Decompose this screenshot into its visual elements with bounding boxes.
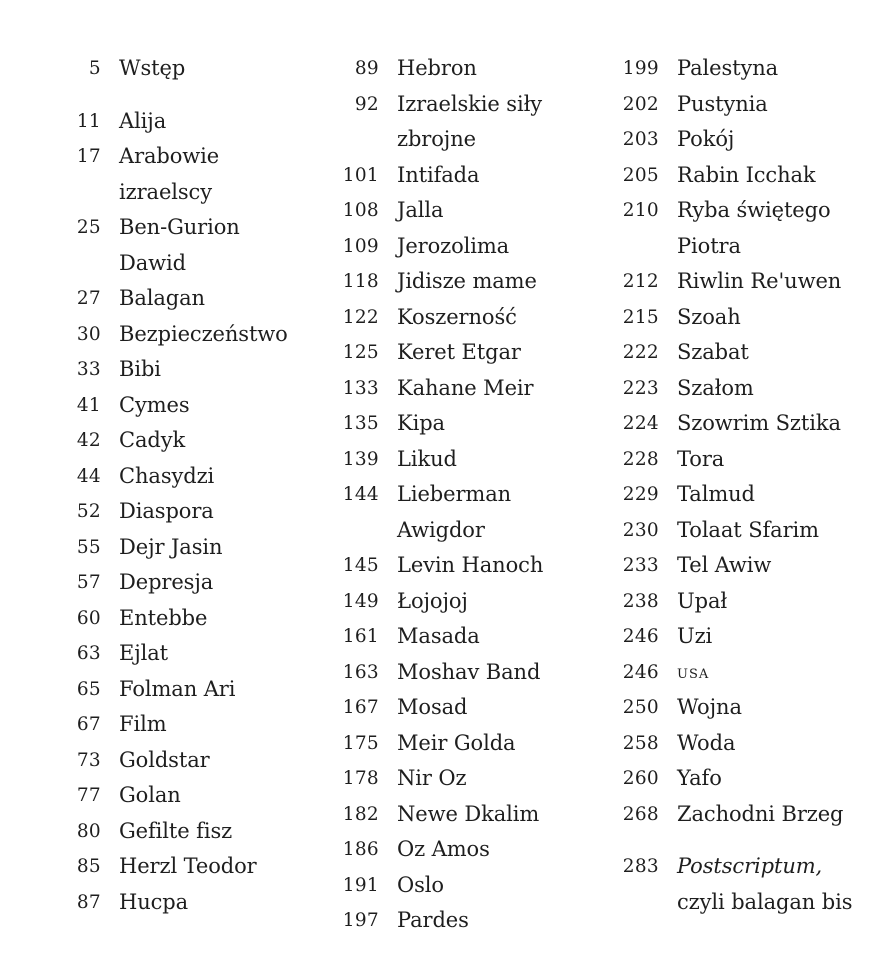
entry-title: Talmud: [677, 482, 755, 506]
entry-title: Jalla: [397, 198, 444, 222]
entry-title: Yafo: [677, 766, 722, 790]
entry-title: Dejr Jasin: [119, 534, 223, 559]
page-number: 202: [622, 93, 659, 115]
toc-entry[interactable]: [38, 459, 308, 495]
entry-title: Szowrim Sztika: [677, 411, 841, 435]
page-number: 186: [342, 839, 379, 860]
toc-entry[interactable]: [598, 406, 880, 442]
toc-entry[interactable]: [318, 406, 598, 442]
entry-title: Szabat: [677, 340, 749, 364]
page-number: 222: [622, 342, 659, 363]
toc-entry[interactable]: [318, 761, 598, 797]
entry-title: Diaspora: [119, 499, 214, 523]
page-number: 191: [342, 874, 379, 896]
toc-entry[interactable]: [598, 158, 880, 194]
page-number: 63: [76, 643, 101, 664]
entry-title: Łojojoj: [397, 588, 468, 613]
entry-title: Chasydzi: [119, 463, 215, 488]
page-number: 246: [622, 626, 659, 647]
page-number: 233: [622, 555, 659, 576]
entry-title: Intifada: [397, 162, 480, 187]
toc-entry[interactable]: [38, 317, 308, 353]
toc-entry[interactable]: [318, 655, 598, 691]
page-number: 149: [342, 590, 379, 612]
page-number: 67: [76, 714, 101, 735]
page-number: 268: [622, 803, 659, 825]
page-number: 73: [76, 749, 101, 771]
toc-entry[interactable]: [318, 726, 598, 762]
page-number: 205: [622, 164, 659, 186]
entry-title-continued: izraelscy: [119, 179, 212, 204]
entry-title: Ben-Gurion: [119, 215, 240, 239]
page-number: 250: [622, 697, 659, 718]
page-number: 57: [76, 572, 101, 593]
entry-title: Ejlat: [119, 641, 169, 665]
toc-entry[interactable]: [318, 903, 598, 939]
page-number: 109: [342, 235, 379, 257]
page-number: 42: [76, 430, 101, 451]
toc-entry[interactable]: [318, 335, 598, 371]
toc-entry[interactable]: [598, 619, 880, 655]
entry-title: Wstęp: [119, 56, 186, 80]
toc-entry[interactable]: [598, 477, 880, 513]
entry-title: Riwlin Re'uwen: [677, 269, 842, 293]
entry-title: Bezpieczeństwo: [119, 321, 288, 346]
page-number: 175: [342, 732, 379, 754]
page-number: 92: [354, 93, 379, 115]
page-number: 203: [622, 129, 659, 150]
toc-entry[interactable]: [38, 849, 308, 885]
page-number: 199: [622, 58, 659, 79]
toc-entry[interactable]: [38, 814, 308, 850]
toc-entry[interactable]: [38, 778, 308, 814]
page-number: 11: [76, 110, 101, 132]
page-number: 212: [622, 271, 659, 292]
toc-entry[interactable]: [318, 300, 598, 336]
entry-title-continued: Awigdor: [397, 517, 485, 542]
entry-title-continued: Dawid: [119, 250, 186, 275]
entry-title: Goldstar: [119, 747, 210, 772]
entry-title: Cadyk: [119, 428, 186, 452]
page-number: 108: [342, 200, 379, 221]
entry-title: Hucpa: [119, 889, 189, 914]
page-number: 197: [342, 910, 379, 931]
toc-entry[interactable]: [318, 868, 598, 904]
toc-entry[interactable]: [38, 281, 308, 317]
page-number: 238: [622, 590, 659, 612]
entry-title: Oslo: [397, 872, 444, 897]
page-number: 33: [76, 359, 101, 380]
page-number: 246: [622, 661, 659, 683]
entry-title: Likud: [397, 446, 457, 471]
page-number: 44: [76, 465, 101, 487]
page-number: 60: [76, 607, 101, 629]
entry-title: Woda: [677, 730, 736, 755]
page-number: 145: [342, 555, 379, 576]
entry-title: Mosad: [397, 695, 468, 719]
toc-entry[interactable]: [598, 87, 880, 123]
entry-title: Gefilte fisz: [119, 818, 233, 843]
toc-entry[interactable]: [38, 743, 308, 779]
toc-entry[interactable]: [598, 264, 880, 300]
toc-entry[interactable]: [598, 193, 880, 264]
toc-entry[interactable]: [598, 548, 880, 584]
entry-title: Arabowie: [119, 144, 220, 168]
page-number: 5: [88, 58, 101, 79]
page-number: 25: [76, 217, 101, 238]
page-number: 258: [622, 732, 659, 754]
entry-title: Entebbe: [119, 605, 208, 630]
page-number: 144: [342, 484, 379, 505]
entry-title: Masada: [397, 624, 480, 648]
page-number: 30: [76, 323, 101, 345]
page-number: 139: [342, 448, 379, 470]
entry-title: Ryba świętego: [677, 198, 831, 222]
page-number: 224: [622, 413, 659, 434]
toc-entry[interactable]: [318, 371, 598, 407]
toc-entry[interactable]: [318, 264, 598, 300]
entry-title: Folman Ari: [119, 676, 236, 701]
entry-title-continued: czyli balagan bis: [677, 889, 853, 914]
toc-entry[interactable]: [38, 601, 308, 637]
entry-title: Pardes: [397, 908, 469, 932]
entry-title: Postscriptum,: [677, 854, 823, 878]
page-number: 85: [76, 856, 101, 877]
entry-title: Izraelskie siły: [397, 91, 543, 116]
toc-entry[interactable]: [318, 442, 598, 478]
entry-title: Szałom: [677, 375, 754, 400]
toc-entry[interactable]: [598, 655, 880, 691]
page-number: 230: [622, 519, 659, 541]
page-number: 163: [342, 661, 379, 683]
toc-entry[interactable]: [598, 797, 880, 833]
toc-column-1: [38, 51, 308, 920]
entry-title: Pokój: [677, 127, 735, 151]
page-number: 55: [76, 536, 101, 558]
entry-title: Film: [119, 712, 167, 736]
page-number: 228: [622, 448, 659, 470]
toc-entry[interactable]: [318, 51, 598, 87]
toc-entry[interactable]: [598, 761, 880, 797]
entry-title: Lieberman: [397, 482, 512, 506]
entry-title: Rabin Icchak: [677, 162, 816, 187]
entry-title: Koszerność: [397, 304, 517, 329]
toc-entry[interactable]: [38, 565, 308, 601]
entry-title: Levin Hanoch: [397, 553, 544, 577]
toc-entry[interactable]: [598, 690, 880, 726]
entry-title: Moshav Band: [397, 659, 541, 684]
toc-entry[interactable]: [598, 442, 880, 478]
toc-entry[interactable]: [598, 584, 880, 620]
toc-entry[interactable]: [38, 51, 308, 87]
entry-title: Wojna: [677, 695, 742, 719]
toc-entry[interactable]: [318, 832, 598, 868]
entry-title: Palestyna: [677, 56, 779, 80]
toc-entry[interactable]: [318, 690, 598, 726]
entry-title: Hebron: [397, 56, 477, 80]
page-number: 182: [342, 803, 379, 825]
toc-entry[interactable]: [38, 352, 308, 388]
toc-entry[interactable]: [598, 51, 880, 87]
entry-title: Newe Dkalim: [397, 801, 540, 826]
page-number: 80: [76, 820, 101, 842]
toc-column-3: [598, 51, 880, 920]
entry-title: Kipa: [397, 411, 445, 435]
entry-title: Uzi: [677, 624, 713, 648]
entry-title: Tel Awiw: [677, 553, 772, 577]
page-number: 77: [76, 785, 101, 806]
toc-entry[interactable]: [318, 193, 598, 229]
page-number: 17: [76, 146, 101, 167]
toc-entry[interactable]: [38, 707, 308, 743]
toc-entry[interactable]: [598, 849, 880, 920]
entry-title: Herzl Teodor: [119, 854, 257, 878]
toc-entry[interactable]: [318, 619, 598, 655]
entry-title: Zachodni Brzeg: [677, 801, 844, 826]
entry-title: Balagan: [119, 286, 205, 310]
toc-entry[interactable]: [318, 158, 598, 194]
toc-entry[interactable]: [38, 423, 308, 459]
toc-entry[interactable]: [318, 584, 598, 620]
toc-entry[interactable]: [38, 210, 308, 281]
entry-title-continued: zbrojne: [397, 127, 476, 151]
entry-title: Szoah: [677, 304, 741, 329]
entry-title: Bibi: [119, 357, 161, 381]
page-number: 283: [622, 856, 659, 877]
entry-title: Meir Golda: [397, 730, 516, 755]
entry-title: Pustynia: [677, 91, 768, 116]
page-number: 122: [342, 306, 379, 328]
toc-entry[interactable]: [38, 885, 308, 921]
page-number: 229: [622, 484, 659, 505]
entry-title: Jidisze mame: [397, 269, 537, 293]
entry-title: Tora: [677, 446, 725, 471]
toc-entry[interactable]: [598, 371, 880, 407]
page-number: 101: [342, 164, 379, 186]
entry-title: Oz Amos: [397, 837, 490, 861]
toc-column-2: [318, 51, 598, 939]
toc-entry[interactable]: [598, 513, 880, 549]
page-number: 65: [76, 678, 101, 700]
page-number: 178: [342, 768, 379, 789]
toc-entry[interactable]: [318, 87, 598, 158]
page-number: 135: [342, 413, 379, 434]
toc-entry[interactable]: [318, 797, 598, 833]
toc-entry[interactable]: [38, 388, 308, 424]
toc-entry[interactable]: [318, 229, 598, 265]
toc-entry[interactable]: [38, 530, 308, 566]
entry-title: Jerozolima: [397, 233, 510, 258]
entry-title: Tolaat Sfarim: [677, 517, 819, 542]
toc-entry[interactable]: [318, 477, 598, 548]
page-number: 89: [354, 58, 379, 79]
toc-entry[interactable]: [38, 672, 308, 708]
entry-title: Golan: [119, 783, 181, 807]
toc-entry[interactable]: [38, 139, 308, 210]
toc-entry[interactable]: [598, 300, 880, 336]
page-number: 87: [76, 891, 101, 913]
toc-entry[interactable]: [318, 548, 598, 584]
entry-title: Kahane Meir: [397, 375, 534, 400]
page-number: 260: [622, 768, 659, 789]
toc-entry[interactable]: [38, 494, 308, 530]
toc-entry[interactable]: [38, 104, 308, 140]
page-number: 27: [76, 288, 101, 309]
entry-title: usa: [677, 660, 710, 683]
entry-title: Alija: [119, 108, 167, 133]
page-number: 125: [342, 342, 379, 363]
entry-title: Keret Etgar: [397, 340, 521, 364]
toc-entry[interactable]: [38, 636, 308, 672]
page-number: 210: [622, 200, 659, 221]
page-number: 215: [622, 306, 659, 328]
page-number: 167: [342, 697, 379, 718]
page-number: 133: [342, 377, 379, 399]
page-number: 161: [342, 626, 379, 647]
page-number: 41: [76, 394, 101, 416]
page-number: 118: [342, 271, 379, 292]
toc-entry[interactable]: [598, 335, 880, 371]
entry-title: Nir Oz: [397, 766, 467, 790]
entry-title: Depresja: [119, 570, 214, 594]
entry-title-continued: Piotra: [677, 233, 741, 258]
page-number: 223: [622, 377, 659, 399]
entry-title: Upał: [677, 588, 728, 613]
page-number: 52: [76, 501, 101, 522]
entry-title: Cymes: [119, 392, 190, 417]
toc-entry[interactable]: [598, 726, 880, 762]
toc-entry[interactable]: [598, 122, 880, 158]
